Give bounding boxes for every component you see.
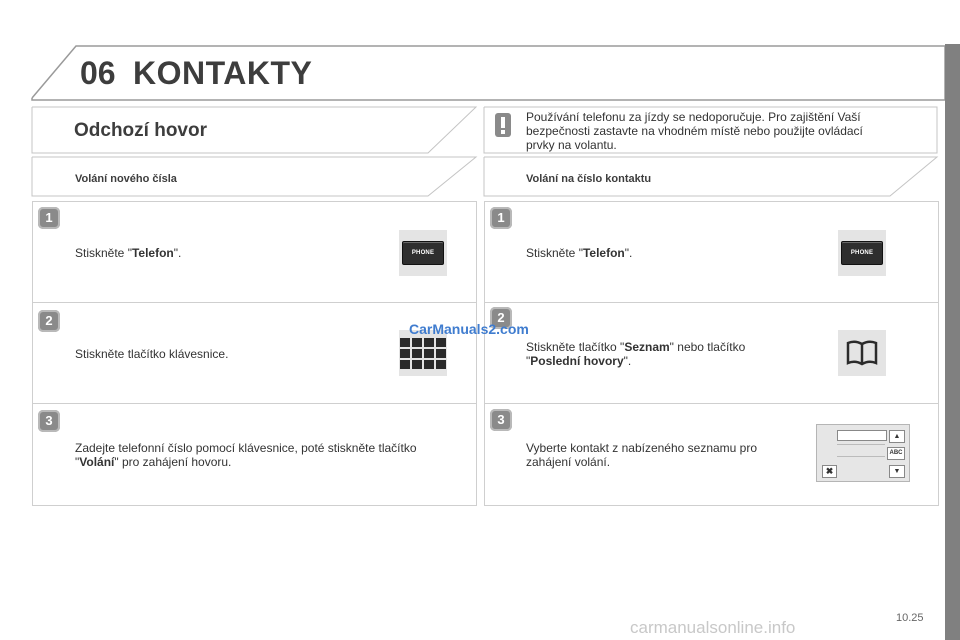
step-badge: 2 <box>38 310 60 332</box>
delete-icon: ✖ <box>822 465 837 478</box>
step-badge: 3 <box>490 409 512 431</box>
step-badge: 1 <box>490 207 512 229</box>
step-text: Stiskněte "Telefon". <box>75 246 182 260</box>
scroll-up-icon: ▲ <box>889 430 905 443</box>
step-badge: 3 <box>38 410 60 432</box>
footer-watermark: carmanualsonline.info <box>630 618 796 637</box>
warning-text: Používání telefonu za jízdy se nedoporučuje. Pro zajištění Vaší bezpečnosti zastavte na vhodném místě nebo použijte ovládací prvky na volantu. <box>526 110 863 152</box>
book-icon <box>838 330 886 376</box>
scroll-down-icon: ▼ <box>889 465 905 478</box>
chapter-number: 06 <box>80 55 116 91</box>
step-text: Stiskněte tlačítko "Seznam" nebo tlačítko "Poslední hovory". <box>526 340 746 368</box>
contact-list-image <box>816 424 910 482</box>
left-column-title: Volání nového čísla <box>75 173 177 185</box>
step-text: Stiskněte "Telefon". <box>526 246 633 260</box>
step-text: Stiskněte tlačítko klávesnice. <box>75 347 229 361</box>
chapter-title: KONTAKTY <box>133 55 313 91</box>
step-text: Vyberte kontakt z nabízeného seznamu pro zahájení volání. <box>526 441 758 469</box>
chapter-sidebar-bar <box>945 44 960 640</box>
phone-button-label: PHONE <box>402 241 444 265</box>
phone-button-image <box>838 230 886 276</box>
phone-button-label: PHONE <box>841 241 883 265</box>
phone-button-image <box>399 230 447 276</box>
right-column-title: Volání na číslo kontaktu <box>526 173 652 185</box>
warning-icon <box>494 112 512 138</box>
watermark: CarManuals2.com <box>409 321 529 337</box>
step-badge: 1 <box>38 207 60 229</box>
step-badge: 2 <box>490 307 512 329</box>
section-title: Odchozí hovor <box>74 120 207 141</box>
page-number: 10.25 <box>896 612 924 624</box>
step-text: Zadejte telefonní číslo pomocí klávesnice, poté stiskněte tlačítko "Volání" pro zahájení hovoru. <box>75 441 417 469</box>
abc-button-icon: ABC <box>887 447 905 460</box>
